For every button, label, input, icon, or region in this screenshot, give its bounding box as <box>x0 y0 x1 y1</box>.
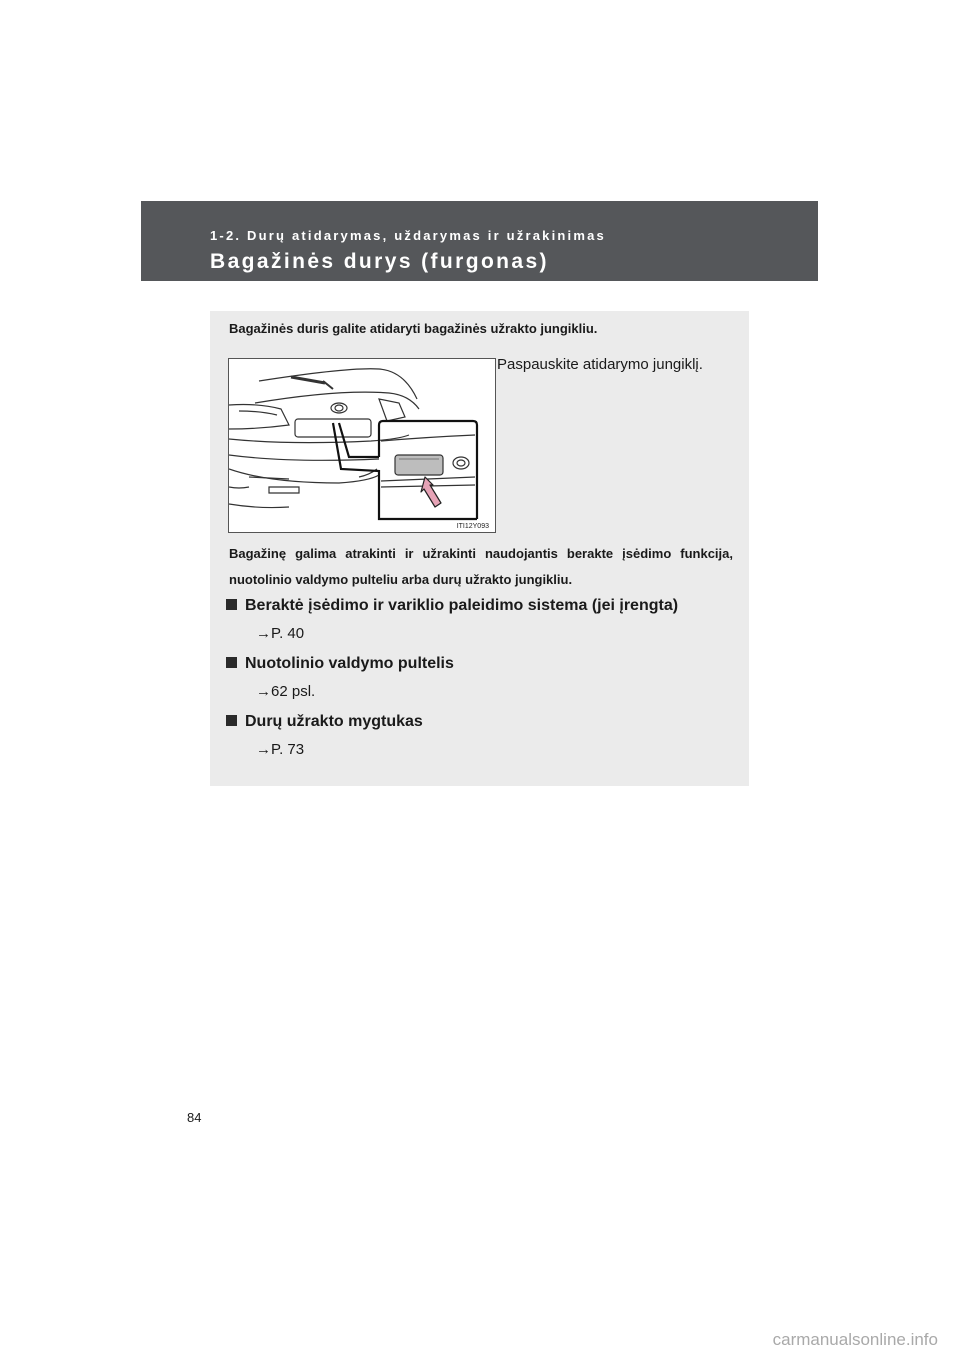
item-title-remote <box>226 655 454 673</box>
figure-code: ITI12Y093 <box>456 523 489 530</box>
item-title-text: Nuotolinio valdymo pultelis <box>245 655 454 672</box>
description-text: Bagažinę galima atrakinti ir užrakinti naudojantis berakte įsėdimo funkcija, nuotolinio valdymo pulteliu arba durų užrakto jungikliu. <box>229 546 733 587</box>
figure-caption: Paspauskite atidarymo jungiklį. <box>497 356 703 373</box>
page-title: Bagažinės durys (furgonas) <box>210 250 549 273</box>
item-title-text: Beraktė įsėdimo ir variklio paleidimo sistema (jei įrengta) <box>245 597 679 614</box>
square-bullet-icon <box>226 715 237 726</box>
content-panel <box>210 311 749 786</box>
item-title-lock-button <box>226 713 423 731</box>
section-label: 1-2. Durų atidarymas, uždarymas ir užrakinimas <box>210 228 606 243</box>
item-title-text: Durų užrakto mygtukas <box>245 713 423 730</box>
watermark: carmanualsonline.info <box>772 1330 938 1349</box>
item-ref-remote[interactable]: →62 psl. <box>256 683 316 700</box>
page-number: 84 <box>187 1110 202 1125</box>
item-title-keyless <box>226 597 678 615</box>
car-rear-drawing <box>229 359 495 532</box>
section-header <box>141 201 818 281</box>
tailgate-illustration <box>228 358 496 533</box>
square-bullet-icon <box>226 599 237 610</box>
item-ref-keyless[interactable]: →P. 40 <box>256 625 305 642</box>
square-bullet-icon <box>226 657 237 668</box>
item-ref-lock-button[interactable]: →P. 73 <box>256 741 305 758</box>
intro-text: Bagažinės duris galite atidaryti bagažinės užrakto jungikliu. <box>229 321 598 336</box>
